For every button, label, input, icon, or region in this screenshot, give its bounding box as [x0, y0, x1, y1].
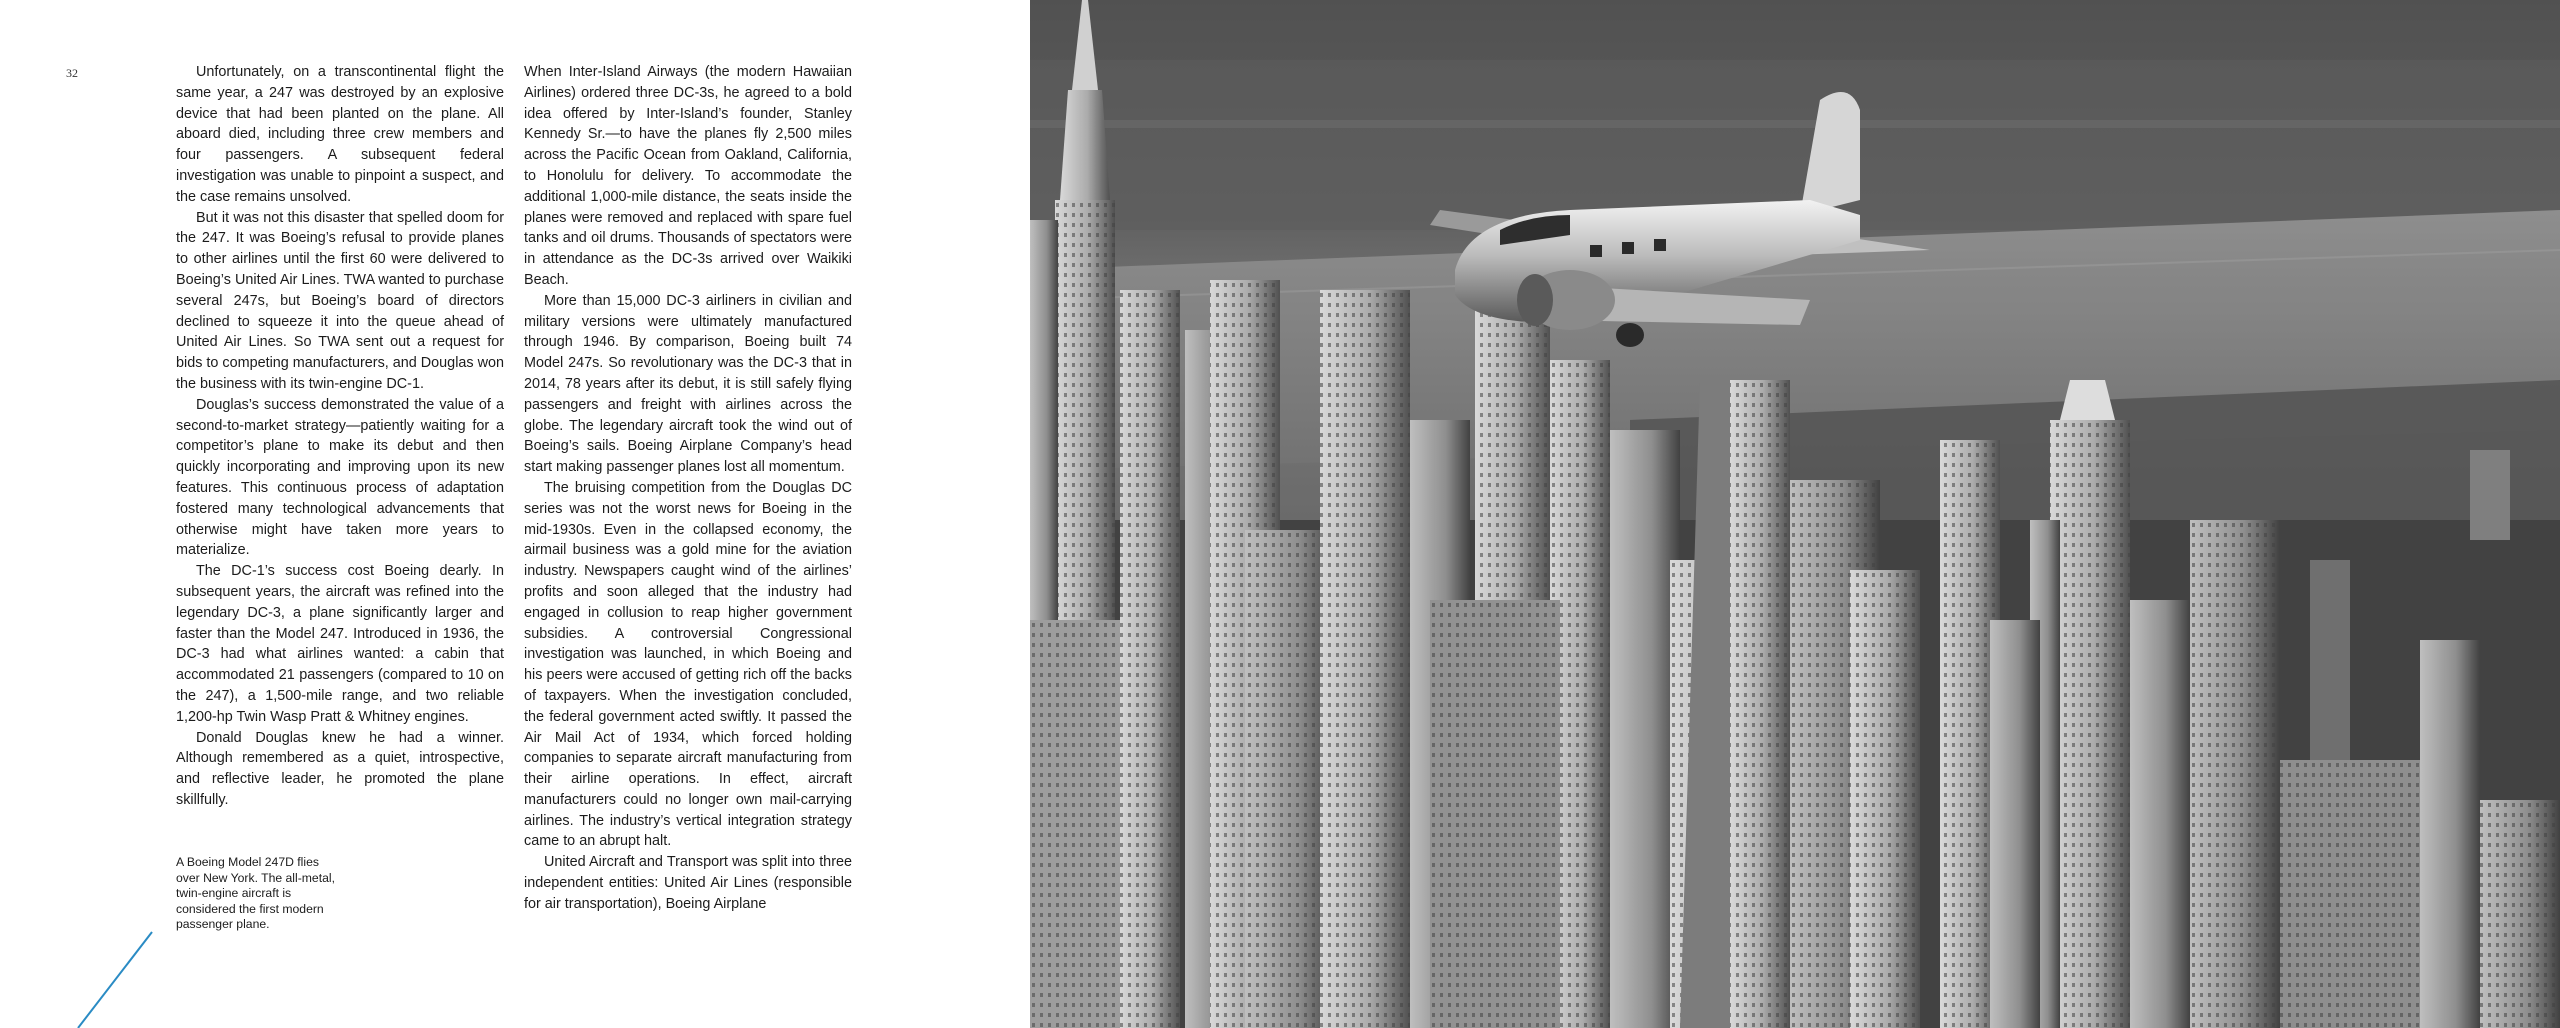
photo-caption: A Boeing Model 247D flies over New York. The all-metal, twin-engine aircraft is considered the first modern passenger plane.	[176, 855, 335, 932]
paragraph: The bruising competition from the Douglas DC series was not the worst news for Boeing in the mid-1930s. Even in the collapsed economy, the airmail business was a gold mine for the aviation industry. Newspapers caught wind of the airlines’ profits and soon alleged that the industry had engaged in collusion to reap higher government subsidies. A controversial Congressional investigation was launched, in which Boeing and his peers were accused of getting rich off the backs of taxpayers. When the investigation concluded, the federal government acted swiftly. It passed the Air Mail Act of 1934, which forced holding companies to separate aircraft manufacturing from their airline operations. In effect, aircraft manufacturers could no longer own mail-carrying airlines. The industry’s vertical integration strategy came to an abrupt halt.	[524, 479, 852, 850]
page-number: 32	[66, 66, 78, 80]
paragraph: Donald Douglas knew he had a winner. Although remembered as a quiet, introspective, and reflective leader, he promoted the plane skillfully.	[176, 729, 504, 808]
left-page	[0, 0, 1030, 1028]
paragraph: More than 15,000 DC-3 airliners in civilian and military versions were ultimately manufactured through 1946. By comparison, Boeing built 74 Model 247s. So revolutionary was the DC-3 that in 2014, 78 years after its debut, it is still safely flying passengers and freight with airlines across the globe. The legendary aircraft took the wind out of Boeing’s sails. Boeing Airplane Company’s head start making passenger planes lost all momentum.	[524, 292, 852, 476]
paragraph: The DC-1’s success cost Boeing dearly. In subsequent years, the aircraft was refined into the legendary DC-3, a plane significantly larger and faster than the Model 247. Introduced in 1936, the DC-3 had what airlines wanted: a cabin that accommodated 21 passengers (compared to 10 on the 247), a 1,500-mile range, and two reliable 1,200-hp Twin Wasp Pratt & Whitney engines.	[176, 563, 504, 725]
paragraph: But it was not this disaster that spelled doom for the 247. It was Boeing’s refusal to provide planes to other airlines until the first 60 were delivered to Boeing’s United Air Lines. TWA wanted to purchase several 247s, but Boeing’s board of directors declined to squeeze it into the queue ahead of United Air Lines. So TWA sent out a request for bids to competing manufacturers, and Douglas won the business with its twin-engine DC-1.	[176, 209, 504, 392]
text-column-2	[524, 62, 852, 915]
paragraph: United Aircraft and Transport was split into three independent entities: United Air Lines (responsible for air transportation), Boeing Airplane	[524, 854, 852, 912]
paragraph: Unfortunately, on a transcontinental flight the same year, a 247 was destroyed by an explosive device that had been planted on the plane. All aboard died, including three crew members and four passengers. A subsequent federal investigation was unable to pinpoint a suspect, and the case remains unsolved.	[176, 64, 504, 205]
aerial-photo-new-york	[1030, 0, 2560, 1028]
caption-pointer-line	[0, 0, 1030, 1028]
text-column-1	[176, 62, 504, 811]
paragraph: When Inter-Island Airways (the modern Hawaiian Airlines) ordered three DC-3s, he agreed to a bold idea offered by Inter-Island’s founder, Stanley Kennedy Sr.—to have the planes fly 2,500 miles across the Pacific Ocean from Oakland, California, to Honolulu for delivery. To accommodate the additional 1,000-mile distance, the seats inside the planes were removed and replaced with spare fuel tanks and oil drums. Thousands of spectators were in attendance as the DC-3s arrived over Waikiki Beach.	[524, 64, 852, 288]
paragraph: Douglas’s success demonstrated the value of a second-to-market strategy—patiently waiting for a competitor’s plane to make its debut and then quickly incorporating and improving upon its new features. This continuous process of adaptation fostered many technological advancements that otherwise might have taken more years to materialize.	[176, 396, 504, 559]
